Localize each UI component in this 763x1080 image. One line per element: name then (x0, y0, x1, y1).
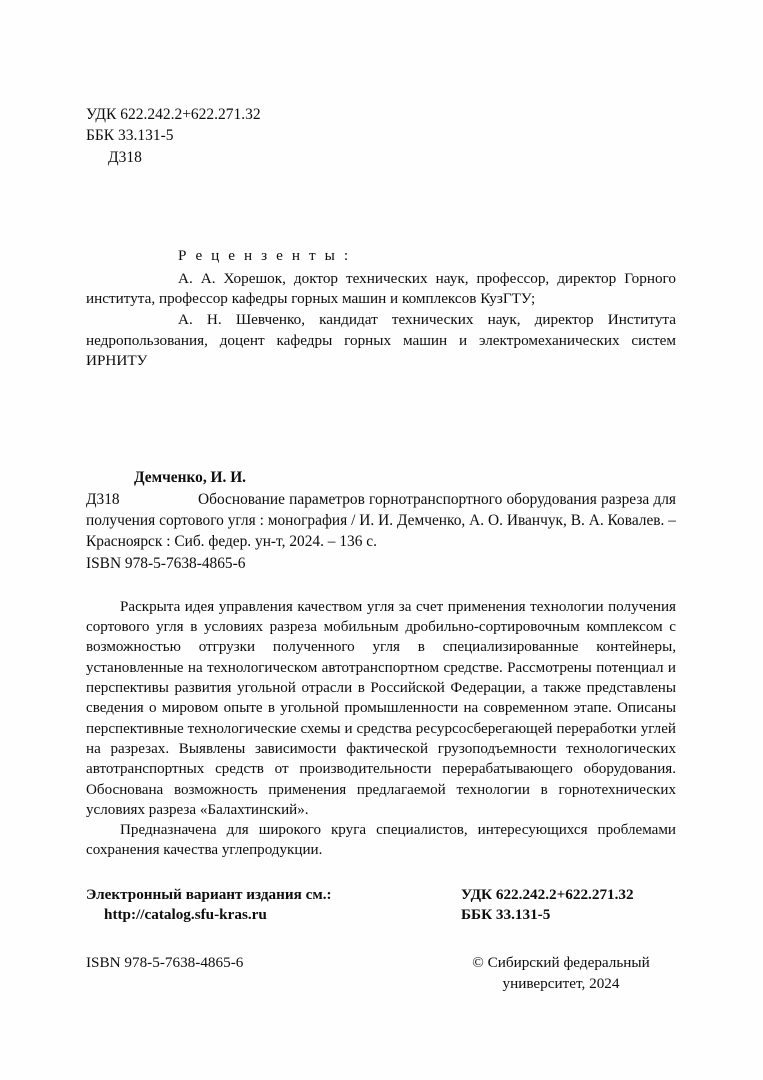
reviewers-block (86, 246, 676, 372)
classification-codes (86, 104, 676, 168)
footer-classification-codes (461, 885, 676, 926)
record-isbn: ISBN 978-5-7638-4865-6 (86, 554, 246, 572)
record-description: Обоснование параметров горнотранспортного оборудования разреза для получения сортового угля : монография / И. И. Демченко, А. О. Иванчук, В. А. Ковалев. – Красноярск : Сиб. федер. ун-т, 2024. – 136 с. (86, 491, 676, 550)
reviewers-heading: Р е ц е н з е н т ы : (178, 247, 351, 265)
footer-bottom-row (86, 952, 676, 995)
electronic-variant-label: Электронный вариант издания см.: (86, 885, 332, 903)
copyright-block (424, 952, 676, 995)
record-author: Демченко, И. И. (134, 469, 247, 487)
footer-bbk-code: ББК 33.131-5 (461, 906, 551, 924)
bbk-code: ББК 33.131-5 (86, 127, 174, 145)
abstract-block (86, 597, 676, 861)
copyright-line-1: © Сибирский федеральный (472, 954, 650, 972)
abstract-paragraph: Предназначена для широкого круга специалистов, интересующихся проблемами сохранения качества углепродукции. (86, 822, 676, 859)
page-content (86, 104, 676, 995)
electronic-variant-block (86, 885, 416, 926)
footer-isbn: ISBN 978-5-7638-4865-6 (86, 954, 244, 972)
footer-udk-code: УДК 622.242.2+622.271.32 (461, 885, 634, 903)
abstract-paragraph: Раскрыта идея управления качеством угля за счет применения технологии получения сортового угля в условиях разреза мобильным дробильно-сортировочным комплексом с возможностью отгрузки полученного угля в специализированные контейнеры, установленные на технологическом автотранспортном средстве. Рассмотрены потенциал и перспективы развития угольной отрасли в Российской Федерации, а также представлены сведения о мировом опыте в угольной промышленности на современном этапе. Описаны перспективные технологические схемы и средства ресурсосберегающей переработки углей на разрезах. Выявлены зависимости фактической грузоподъемности технологических автотранспортных средств от производительности перерабатывающего оборудования. Обоснована возможность применения предлагаемой технологии в горнотехнических условиях разреза «Балахтинский». (86, 598, 676, 818)
reviewer-item: А. А. Хорешок, доктор технических наук, профессор, директор Горного института, профессор кафедры горных машин и комплексов КузГТУ; (86, 269, 676, 308)
author-sign-code: Д318 (108, 148, 142, 166)
record-author-sign: Д318 (86, 491, 120, 509)
bibliographic-record (86, 468, 676, 575)
catalog-url[interactable]: http://catalog.sfu-kras.ru (104, 906, 267, 924)
udk-code: УДК 622.242.2+622.271.32 (86, 106, 261, 123)
copyright-line-2: университет, 2024 (502, 975, 620, 993)
footer-codes-row (86, 885, 676, 926)
record-body (86, 490, 676, 553)
reviewer-item: А. Н. Шевченко, кандидат технических наук, директор Института недропользования, доцент кафедры горных машин и электромеханических систем ИРНИТУ (86, 311, 676, 370)
